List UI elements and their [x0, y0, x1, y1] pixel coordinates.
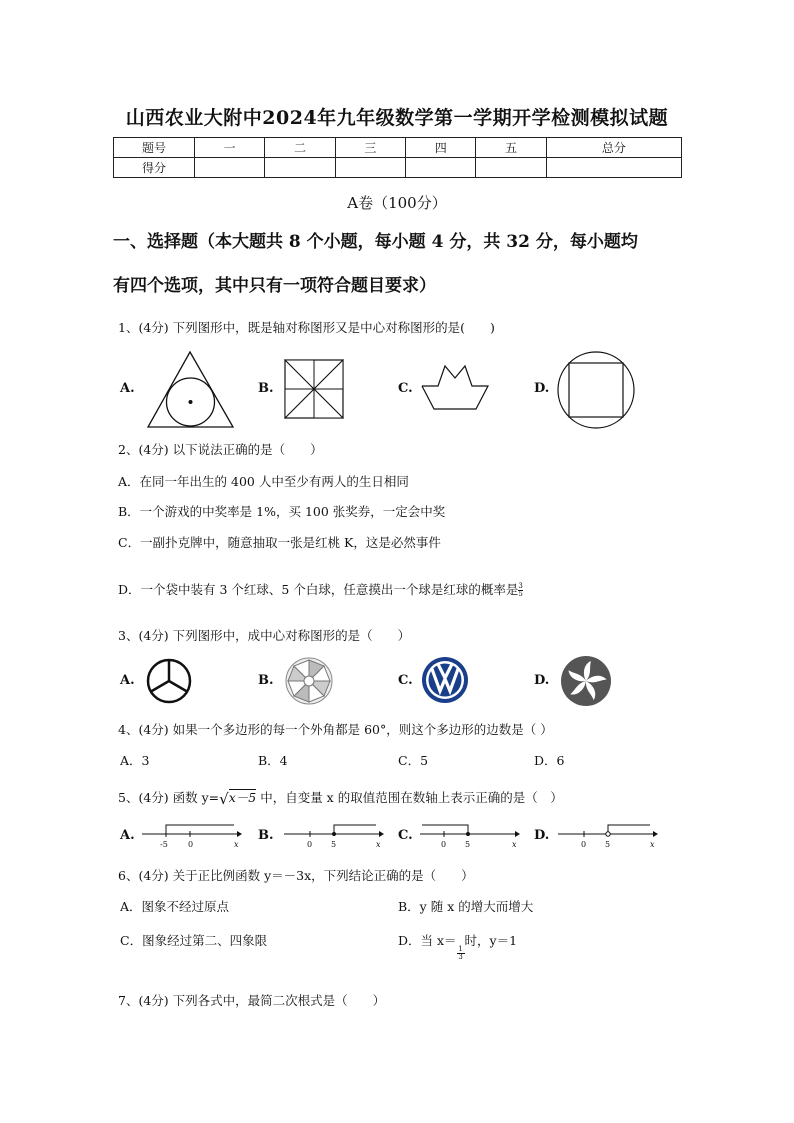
score-input-cell[interactable] — [265, 158, 335, 178]
table-cell: 一 — [195, 138, 265, 158]
q2-option-c: C．一副扑克牌中，随意抽取一张是红桃 K，这是必然事件 — [118, 535, 441, 550]
vw-logo-icon — [420, 655, 470, 705]
tick-label: 0 — [581, 840, 587, 849]
fraction-numerator: 3 — [518, 582, 523, 590]
question-5-stem: 5、(4分) 函数 y=√x－5 中，自变量 x 的取值范围在数轴上表示正确的是（ ） — [118, 790, 563, 808]
q6-option-d-pre: D．当 x＝ — [398, 933, 457, 948]
q6-option-c: C．图象经过第二、四象限 — [120, 933, 268, 948]
q2-option-d-text: D．一个袋中装有 3 个红球、5 个白球，任意摸出一个球是红球的概率是 — [118, 582, 519, 597]
tick-label: -5 — [160, 840, 168, 849]
score-table — [113, 137, 682, 178]
bauhinia-logo-icon — [560, 655, 612, 707]
table-cell: 五 — [476, 138, 546, 158]
question-7-stem: 7、(4分) 下列各式中，最简二次根式是（ ） — [118, 993, 386, 1008]
square-in-circle-figure — [556, 350, 636, 430]
tick-label: 0 — [188, 840, 194, 849]
q5-option-d-label: D. — [534, 828, 550, 843]
q4-option-d: D．6 — [534, 753, 565, 768]
q4-option-b: B．4 — [258, 753, 288, 768]
q3-option-c-label: C. — [398, 673, 413, 688]
pinwheel-figure — [284, 359, 344, 419]
q3-option-b-label: B. — [258, 673, 274, 688]
q5-option-b-label: B. — [258, 828, 274, 843]
q5-option-c-label: C. — [398, 828, 413, 843]
q5-stem-pre: 5、(4分) 函数 y= — [118, 790, 220, 805]
triangle-circle-figure — [146, 350, 236, 430]
table-cell: 总分 — [546, 138, 681, 158]
question-4-stem: 4、(4分) 如果一个多边形的每一个外角都是 60°，则这个多边形的边数是（ ） — [118, 722, 553, 737]
q2-option-b: B．一个游戏的中奖率是 1%，买 100 张奖券，一定会中奖 — [118, 504, 446, 519]
score-input-cell[interactable] — [335, 158, 405, 178]
axis-label: x — [512, 840, 517, 849]
number-line-c — [420, 820, 520, 850]
q1-option-c-label: C. — [398, 381, 413, 396]
q5-stem-post: 中，自变量 x 的取值范围在数轴上表示正确的是（ ） — [256, 790, 563, 805]
tick-label: 5 — [331, 840, 337, 849]
table-row — [114, 138, 682, 158]
tick-label: 5 — [605, 840, 611, 849]
boat-figure — [420, 364, 490, 412]
exam-title: 山西农业大附中2024年九年级数学第一学期开学检测模拟试题 — [125, 107, 669, 129]
number-line-b — [284, 820, 384, 850]
axis-label: x — [234, 840, 239, 849]
q3-option-a-label: A. — [120, 673, 135, 688]
table-cell: 得分 — [114, 158, 195, 178]
section-heading: A卷（100分） — [347, 194, 447, 212]
q4-option-a: A．3 — [120, 753, 150, 768]
q1-option-b-label: B. — [258, 381, 274, 396]
mercedes-logo-icon — [146, 658, 192, 704]
part-heading-line1: 一、选择题（本大题共 8 个小题，每小题 4 分，共 32 分，每小题均 — [113, 232, 638, 252]
table-cell: 三 — [335, 138, 405, 158]
part-heading-line2: 有四个选项，其中只有一项符合题目要求） — [113, 276, 436, 296]
q1-option-d-label: D. — [534, 381, 550, 396]
score-input-cell[interactable] — [195, 158, 265, 178]
axis-label: x — [376, 840, 381, 849]
axis-label: x — [650, 840, 655, 849]
tick-label: 5 — [465, 840, 471, 849]
q6-option-a: A．图象不经过原点 — [120, 899, 230, 914]
q3-option-d-label: D. — [534, 673, 550, 688]
q4-option-c: C．5 — [398, 753, 429, 768]
table-cell: 题号 — [114, 138, 195, 158]
fraction-denominator: 5 — [518, 590, 523, 598]
score-input-cell[interactable] — [546, 158, 681, 178]
score-input-cell[interactable] — [406, 158, 476, 178]
fraction-numerator: 1 — [458, 945, 463, 953]
tick-label: 0 — [307, 840, 313, 849]
q1-option-a-label: A. — [120, 381, 135, 396]
q2-option-a: A．在同一年出生的 400 人中至少有两人的生日相同 — [118, 474, 409, 489]
tick-label: 0 — [441, 840, 447, 849]
question-1-stem: 1、(4分) 下列图形中，既是轴对称图形又是中心对称图形的是( ) — [118, 320, 495, 335]
table-row — [114, 158, 682, 178]
q6-option-d — [398, 931, 517, 961]
table-cell: 四 — [406, 138, 476, 158]
q6-option-b: B．y 随 x 的增大而增大 — [398, 899, 534, 914]
aperture-logo-icon — [284, 656, 334, 706]
number-line-a — [142, 820, 242, 850]
q5-radicand: x－5 — [228, 790, 257, 805]
q2-option-d — [118, 580, 523, 598]
q5-option-a-label: A. — [120, 828, 135, 843]
question-2-stem: 2、(4分) 以下说法正确的是（ ） — [118, 442, 323, 457]
fraction-denominator: 3 — [458, 953, 463, 961]
q6-option-d-post: 时，y＝1 — [464, 933, 518, 948]
number-line-d — [558, 820, 658, 850]
question-6-stem: 6、(4分) 关于正比例函数 y＝－3x，下列结论正确的是（ ） — [118, 868, 474, 883]
table-cell: 二 — [265, 138, 335, 158]
score-input-cell[interactable] — [476, 158, 546, 178]
question-3-stem: 3、(4分) 下列图形中，成中心对称图形的是（ ） — [118, 628, 411, 643]
